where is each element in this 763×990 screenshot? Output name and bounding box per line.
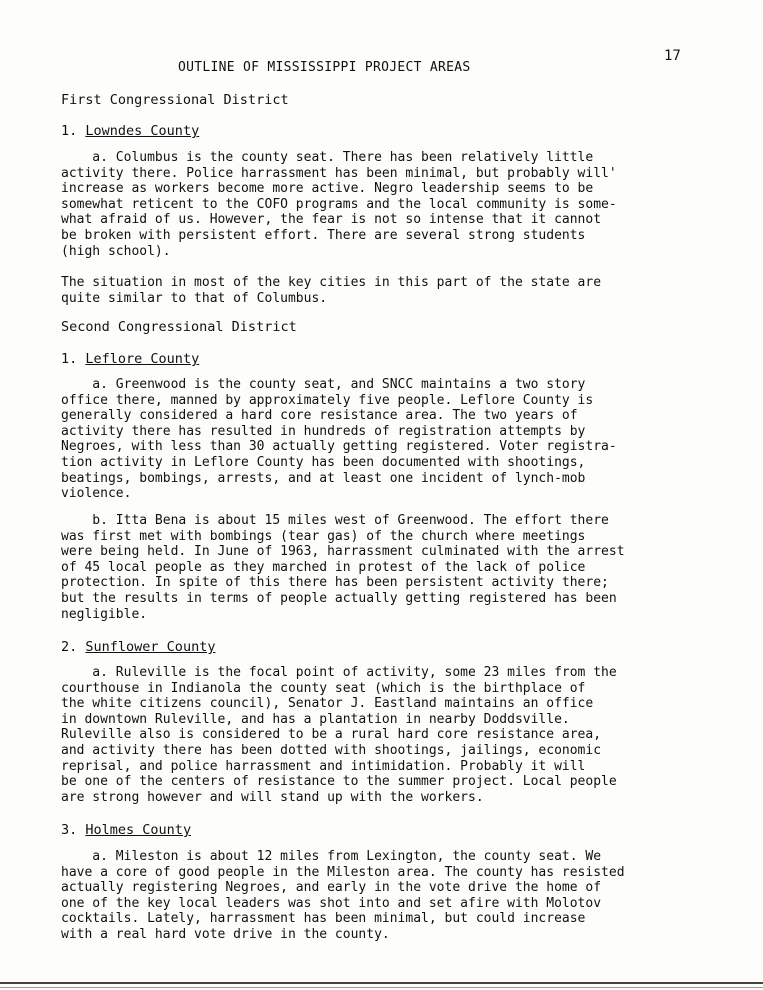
county-number: 3.	[61, 822, 78, 838]
page-number: 17	[664, 48, 681, 64]
district-2-heading: Second Congressional District	[61, 319, 297, 335]
county-name: Sunflower County	[85, 639, 216, 655]
county-heading-holmes	[61, 823, 721, 839]
paragraph-district-1-summary: The situation in most of the key cities in this part of the state are quite similar to that of Columbus.	[61, 275, 602, 306]
county-name: Holmes County	[85, 822, 192, 838]
paragraph-leflore-b: b. Itta Bena is about 15 miles west of Greenwood. The effort there was first met with bombings (tear gas) of the church where meetings were being held. In June of 1963, harrassment culminated with the arrest of 45 local people as they marched in protest of the lack of police protection. In spite of this there has been persistent activity there; but the results in terms of people actually getting registered has been negligible.	[61, 513, 625, 622]
county-name: Leflore County	[85, 351, 200, 367]
paragraph-sunflower-a: a. Ruleville is the focal point of activity, some 23 miles from the courthouse in Indianola the county seat (which is the birthplace of the white citizens council), Senator J. Eastland maintains an office in downtown Ruleville, and has a plantation in nearby Doddsville. Ruleville also is considered to be a rural hard core resistance area, and activity there has been dotted with shootings, jailings, economic reprisal, and police harrassment and intimidation. Probably it will be one of the centers of resistance to the summer project. Local people are strong however and will stand up with the workers.	[61, 665, 617, 805]
paragraph-lowndes-a: a. Columbus is the county seat. There has been relatively little activity there. Police harrassment has been minimal, but probably will' increase as workers become more active. Negro leadership seems to be somewhat reticent to the COFO programs and the local community is some- what afraid of us. However, the fear is not so intense that it cannot be broken with persistent effort. There are several strong students (high school).	[61, 150, 617, 259]
county-number: 2.	[61, 639, 78, 655]
scan-edge-line	[0, 987, 763, 988]
county-heading-sunflower	[61, 640, 721, 656]
county-number: 1.	[61, 123, 78, 139]
district-1-heading: First Congressional District	[61, 92, 289, 108]
paragraph-leflore-a: a. Greenwood is the county seat, and SNCC maintains a two story office there, manned by approximately five people. Leflore County is generally considered a hard core resistance area. The two years of activity there has resulted in hundreds of registration attempts by Negroes, with less than 30 actually getting registered. Voter registra- tion activity in Leflore County has been documented with shootings, beatings, bombings, arrests, and at least one incident of lynch-mob violence.	[61, 377, 617, 502]
county-heading-lowndes	[61, 124, 721, 140]
scan-edge-line	[0, 982, 763, 984]
paragraph-holmes-a: a. Mileston is about 12 miles from Lexington, the county seat. We have a core of good people in the Mileston area. The county has resisted actually registering Negroes, and early in the vote drive the home of one of the key local leaders was shot into and set afire with Molotov cocktails. Lately, harrassment has been minimal, but could increase with a real hard vote drive in the county.	[61, 849, 625, 942]
county-number: 1.	[61, 351, 78, 367]
county-heading-leflore	[61, 352, 721, 368]
document-title: OUTLINE OF MISSISSIPPI PROJECT AREAS	[178, 60, 471, 75]
county-name: Lowndes County	[85, 123, 200, 139]
